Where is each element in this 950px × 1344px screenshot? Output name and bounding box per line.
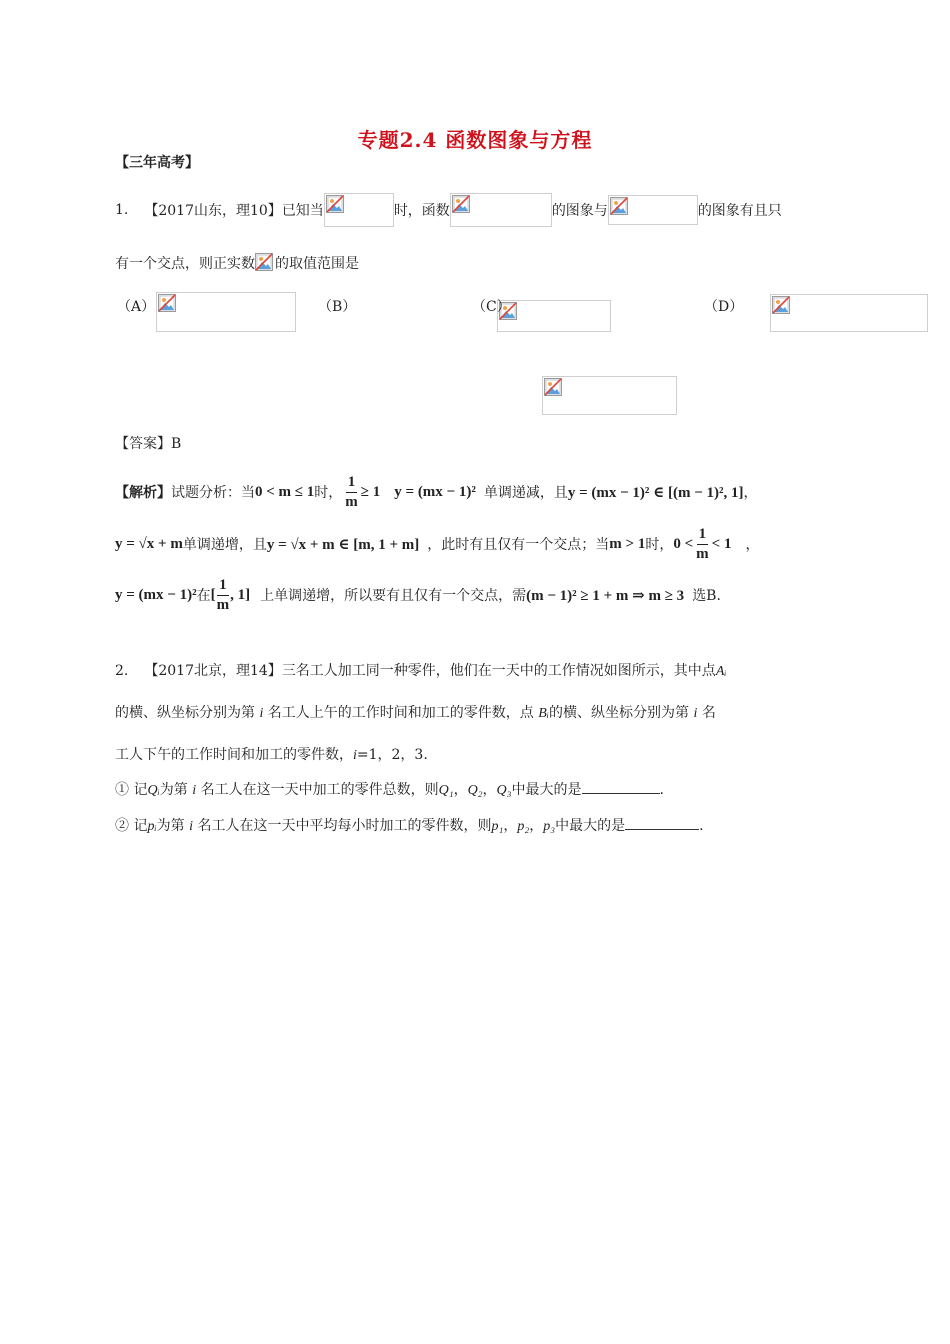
variable: p₃ [543,819,556,834]
math-expression: ≥ 1 [360,483,381,500]
variable: i [693,706,698,721]
q1-line-2 [115,251,359,275]
q2-text: 为第 [159,782,188,798]
variable: Q₁ [438,783,454,798]
analysis-line-3 [115,571,721,619]
option-a-label: （A） [117,299,156,315]
math-expression: < 1 [711,535,732,552]
q2-text: 的横、纵坐标分别为第 [549,705,690,721]
fraction-numerator: 1 [217,578,229,596]
q2-source: 【2017北京，理14】 [144,663,282,679]
answer-blank[interactable] [582,793,660,794]
analysis-line-2 [115,522,759,566]
variable: pᵢ [147,819,157,834]
analysis-text: 单调递减，且 [483,485,568,501]
formula-image-placeholder [450,193,552,227]
q1-line-1 [115,192,782,228]
math-expression: y = (mx − 1)² [115,586,197,603]
math-expression: m > 1 [609,535,646,552]
math-expression: [ [210,586,216,603]
q2-text: 名工人上午的工作时间和加工的零件数，点 [267,705,534,721]
analysis-line-1 [115,470,758,514]
q2-text: 三名工人加工同一种零件，他们在一天中的工作情况如图所示，其中点 [281,663,716,679]
fraction-one-over-m [696,527,709,562]
fraction-denominator: m [345,493,358,510]
variable: Bᵢ [538,706,550,721]
variable: i [259,706,264,721]
broken-image-icon [544,378,562,396]
math-expression: y = (mx − 1)² [394,483,476,500]
formula-image-placeholder [324,193,394,227]
option-d-label: （D） [704,299,744,315]
q2-text: 为第 [156,818,185,834]
analysis-text: 试题分析：当 [171,485,255,501]
q1-text: 有一个交点，则正实数 [115,256,255,272]
q1-text: 的图象与 [551,203,608,219]
q2-line-1 [115,660,727,680]
q2-text: =1，2，3. [356,747,428,763]
option-b-label: （B） [318,299,357,315]
analysis-text: 单调递增，且 [182,537,267,553]
q2-text: 名 [701,705,716,721]
section-heading: 【三年高考】 [115,155,199,171]
broken-image-icon [610,197,628,215]
comma: ， [503,818,518,834]
analysis-text: 选B. [692,588,721,604]
fraction-one-over-m [345,475,358,510]
fraction-numerator: 1 [697,527,709,545]
variable: p₁ [491,819,504,834]
analysis-text: 时， [645,537,674,553]
math-expression: y = (mx − 1)² ∈ [(m − 1)², 1] [567,484,744,501]
option-b-image [497,300,611,332]
variable: Q₃ [496,783,512,798]
option-d-image [542,376,677,415]
q2-text: 中最大的是 [555,818,626,834]
q2-text: . [699,818,704,834]
math-expression: y = √x + m [115,535,183,552]
comma: ， [529,818,544,834]
q1-text: 的取值范围是 [275,256,359,272]
variable: i [192,783,197,798]
variable: Aᵢ [715,664,727,679]
option-c-image [770,294,928,332]
q2-text: 的横、纵坐标分别为第 [115,705,255,721]
q1-number: 1. [115,202,129,218]
math-expression: , 1] [230,586,251,603]
comma: ， [453,782,468,798]
analysis-text: ， [745,537,760,553]
q1-text: 已知当 [281,203,324,219]
formula-image-placeholder [608,195,698,225]
variable: Q₂ [467,783,483,798]
q2-sub-1 [115,779,664,799]
fraction-denominator: m [216,596,230,613]
fraction-one-over-m [217,578,230,613]
math-expression: 0 < [673,535,694,552]
fraction-denominator: m [696,545,709,562]
variable: p₂ [517,819,530,834]
broken-image-icon [326,195,344,213]
variable: i [353,748,357,763]
q2-text: 工人下午的工作时间和加工的零件数， [115,747,353,763]
analysis-text: 在 [196,588,211,604]
analysis-text: ，此时有且仅有一个交点；当 [427,537,610,553]
q2-text: 名工人在这一天中加工的零件总数，则 [200,782,439,798]
q2-text: 中最大的是 [511,782,582,798]
analysis-tag: 【解析】 [115,485,171,501]
answer-blank[interactable] [625,829,699,830]
q2-number: 2. [115,663,129,679]
math-expression: 0 < m ≤ 1 [255,483,315,500]
math-expression: y = √x + m ∈ [m, 1 + m] [266,536,420,553]
q1-source: 【2017山东，理10】 [144,203,282,219]
page-title: 专题2.4 函数图象与方程 [357,128,593,152]
q2-sub-2 [115,815,704,835]
math-expression: (m − 1)² ≥ 1 + m ⇒ m ≥ 3 [526,587,685,604]
broken-image-icon [158,294,176,312]
analysis-text: 时， [314,485,343,501]
fraction-numerator: 1 [346,475,358,493]
option-c-label: （C） [472,299,511,315]
variable: Qᵢ [147,783,160,798]
q2-line-2 [115,702,716,722]
formula-image-placeholder [255,253,275,273]
analysis-text: ， [743,485,758,501]
q2-text: 名工人在这一天中平均每小时加工的零件数，则 [197,818,492,834]
option-a-image [156,292,296,332]
answer: 【答案】B [115,436,182,452]
q2-text: . [659,782,664,798]
q1-text: 时，函数 [393,203,450,219]
broken-image-icon [772,296,790,314]
q2-text: ② 记 [115,818,148,834]
q2-line-3 [115,744,428,764]
comma: ， [482,782,497,798]
analysis-text: 上单调递增，所以要有且仅有一个交点，需 [260,588,527,604]
q1-text: 的图象有且只 [697,203,782,219]
broken-image-icon [255,253,273,271]
broken-image-icon [452,195,470,213]
q2-text: ① 记 [115,782,148,798]
variable: i [189,819,194,834]
